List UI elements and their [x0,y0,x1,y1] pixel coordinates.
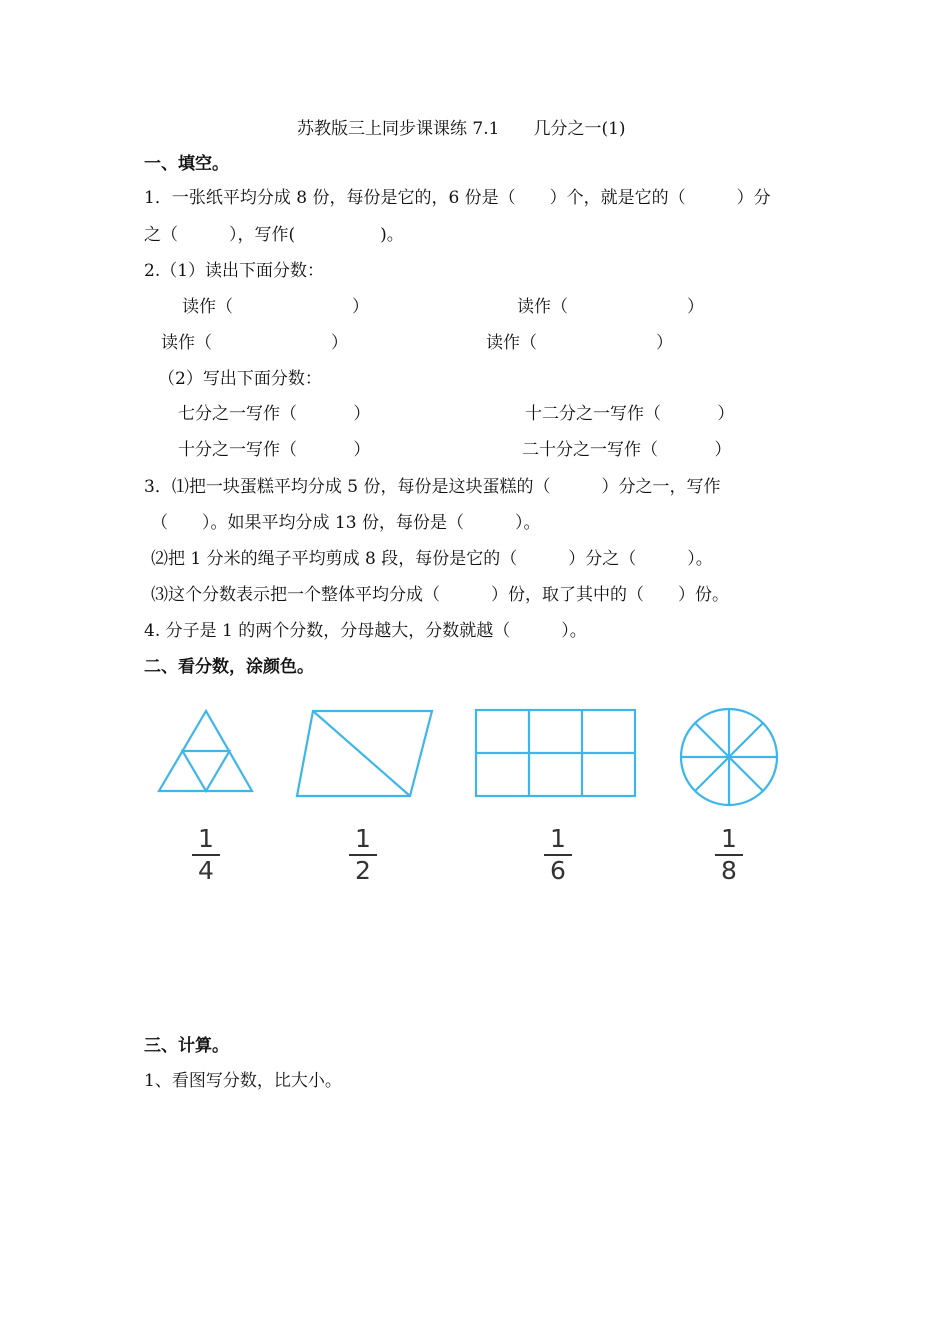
question-2-part-2-label: （2）写出下面分数： [158,369,322,389]
fraction-label-rectangle [538,826,578,884]
question-1-line-2: 之（ ），写作( )。 [144,225,404,245]
fraction-numerator: 1 [198,824,214,853]
write-fraction-blank-c: 十分之一写作（ ） [178,440,371,460]
fraction-denominator: 4 [198,856,214,885]
parallelogram-shape[interactable] [297,711,432,796]
write-fraction-blank-b: 十二分之一写作（ ） [525,404,735,424]
read-fraction-blank-c: 读作（ ） [161,333,348,353]
fraction-numerator: 1 [721,824,737,853]
section-heading-calculate: 三、计算。 [144,1036,229,1056]
question-1-line-1: 1．一张纸平均分成 8 份，每份是它的，6 份是（ ）个，就是它的（ ）分 [144,188,771,208]
write-fraction-blank-d: 二十分之一写作（ ） [522,440,732,460]
fraction-denominator: 2 [355,856,371,885]
fraction-label-circle [709,826,749,884]
question-3-line-2: （ ）。如果平均分成 13 份，每份是（ ）。 [151,513,541,533]
circle-shape[interactable] [681,709,777,805]
triangle-shape[interactable] [159,711,252,791]
question-3-line-4: ⑶这个分数表示把一个整体平均分成（ ）份，取了其中的（ ）份。 [151,585,729,605]
question-3-line-1: 3．⑴把一块蛋糕平均分成 5 份，每份是这块蛋糕的（ ）分之一，写作 [144,477,721,497]
read-fraction-blank-a: 读作（ ） [182,297,369,317]
page-title: 苏教版三上同步课课练 7.1 几分之一(1) [297,119,626,139]
read-fraction-blank-d: 读作（ ） [486,333,673,353]
section-heading-fill-blank: 一、填空。 [144,154,229,174]
section-heading-color-shapes: 二、看分数，涂颜色。 [144,657,314,677]
calc-item-1: 1、看图写分数，比大小。 [144,1071,342,1091]
fraction-label-triangle [186,826,226,884]
fraction-label-parallelogram [343,826,383,884]
read-fraction-blank-b: 读作（ ） [517,297,704,317]
question-4: 4. 分子是 1 的两个分数，分母越大，分数就越（ ）。 [144,621,587,641]
fraction-numerator: 1 [355,824,371,853]
fraction-numerator: 1 [550,824,566,853]
question-3-line-3: ⑵把 1 分米的绳子平均剪成 8 段，每份是它的（ ）分之（ ）。 [151,549,713,569]
fraction-shapes [0,700,950,810]
fraction-denominator: 8 [721,856,737,885]
fraction-denominator: 6 [550,856,566,885]
question-2-part-1-label: 2.（1）读出下面分数： [144,261,325,281]
write-fraction-blank-a: 七分之一写作（ ） [178,404,371,424]
rectangle-grid-shape[interactable] [476,710,635,796]
